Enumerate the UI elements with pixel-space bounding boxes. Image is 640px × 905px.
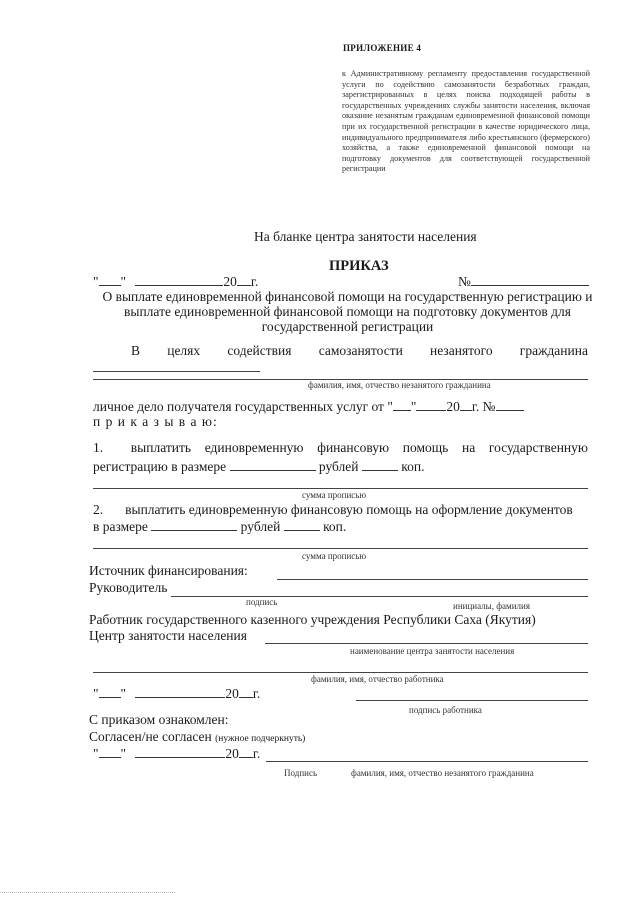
year-prefix: 20 [223,274,237,289]
kop-label: коп. [401,459,425,474]
employee-org: Работник государственного казенного учреждения Республики Саха (Якутия) [89,612,536,627]
word: на [462,440,476,455]
quote-close: " [410,399,417,414]
item1-line1 [93,440,588,456]
final-fio-caption: фамилия, имя, отчество незанятого гражданина [351,768,534,778]
employee-date [93,685,260,702]
word: незанятого [430,343,493,358]
year-suffix: г. [250,274,259,289]
number-label: № [458,274,471,289]
quote-open: " [93,274,99,289]
year-suffix: г. [252,746,261,761]
employee-sign-caption: подпись работника [409,705,482,715]
head-label: Руководитель [89,580,168,595]
final-date [93,745,260,762]
item2-text: выплатить единовременную финансовую помощь на оформление документов [125,502,573,517]
annex-title: ПРИЛОЖЕНИЕ 4 [343,43,422,53]
rub-label: рублей [318,459,359,474]
quote-close: " [120,686,127,701]
order-title: ПРИКАЗ [329,258,389,274]
year-prefix: 20 [225,746,239,761]
final-sign-line [266,761,588,762]
acquainted-label: С приказом ознакомлен: [89,712,229,727]
item2-sum-caption: сумма прописью [302,551,367,561]
order-date [93,273,258,290]
employee-fio-caption: фамилия, имя, отчество работника [311,674,444,684]
fio-line-short [93,371,260,372]
rub-label: рублей [240,519,281,534]
word: выплатить [130,440,192,455]
funding-line [277,579,588,580]
word: содействия [227,343,292,358]
kop-label: коп. [323,519,347,534]
quote-close: " [120,274,127,289]
word: единовременную [204,440,304,455]
year-suffix: г. [252,686,261,701]
agree-hint: (нужное подчеркнуть) [215,734,306,744]
word: самозанятости [318,343,403,358]
employee-fio-line [93,672,588,673]
year-prefix: 20 [446,399,460,414]
order-heading: О выплате единовременной финансовой помощи на государственную регистрацию и выплате единовременной финансовой помощи на подготовку документов для государственной регистрации [102,289,593,334]
annex-text: к Административному регламенту предоставления государственной услуги по содействию самозанятости безработных граждан, зарегистрированных в целях поиска подходящей работы в государственных учреждениях службы занятости населения, включая оказание незанятым гражданам единовременной финансовой помощи при их государственной регистрации в качестве юридического лица, индивидуального предпринимателя либо крестьянского (фермерского) хозяйства, а также единовременной финансовой помощи на подготовку документов для соответствующей государственной регистрации [342,69,590,174]
item1-sum-caption: сумма прописью [302,490,367,500]
final-sign-caption: Подпись [284,768,318,778]
center-caption: наименование центра занятости населения [350,646,515,656]
item-number: 1. [93,440,104,455]
head-sign-caption: подпись [246,597,278,607]
word: государственную [488,440,588,455]
order-verb: п р и к а з ы в а ю: [93,414,218,429]
quote-open: " [93,686,99,701]
employee-sign-line [356,700,588,701]
fio-caption: фамилия, имя, отчество незанятого гражданина [308,380,491,390]
order-number [458,273,589,290]
item2-line2 [93,518,346,535]
item1-line2 [93,458,425,475]
word: В [131,343,141,358]
agree-label: Согласен/не согласен [89,729,212,744]
item1-sum-line [93,488,588,489]
item-number: 2. [93,502,104,517]
agree-line [89,729,305,745]
quote-close: " [120,746,127,761]
personal-file-line [93,398,524,415]
quote-open: " [387,399,393,414]
purpose-line [131,343,588,359]
funding-label: Источник финансирования: [89,563,248,578]
center-line [265,643,588,644]
item2-line1 [93,502,573,518]
word: помощь [402,440,449,455]
personal-file-text: личное дело получателя государственных услуг от [93,399,384,414]
amount-label: регистрацию в размере [93,459,227,474]
item2-sum-line [93,548,588,549]
word: целях [167,343,201,358]
quote-open: " [93,746,99,761]
scan-artifact-line [0,892,175,893]
head-line [171,596,588,597]
center-label: Центр занятости населения [89,628,247,643]
word: гражданина [519,343,588,358]
year-prefix: 20 [225,686,239,701]
head-name-caption: инициалы, фамилия [453,601,530,611]
file-number-label: г. № [471,399,496,414]
word: финансовую [317,440,390,455]
amount-label: в размере [93,519,148,534]
letterhead-note: На бланке центра занятости населения [254,229,477,244]
